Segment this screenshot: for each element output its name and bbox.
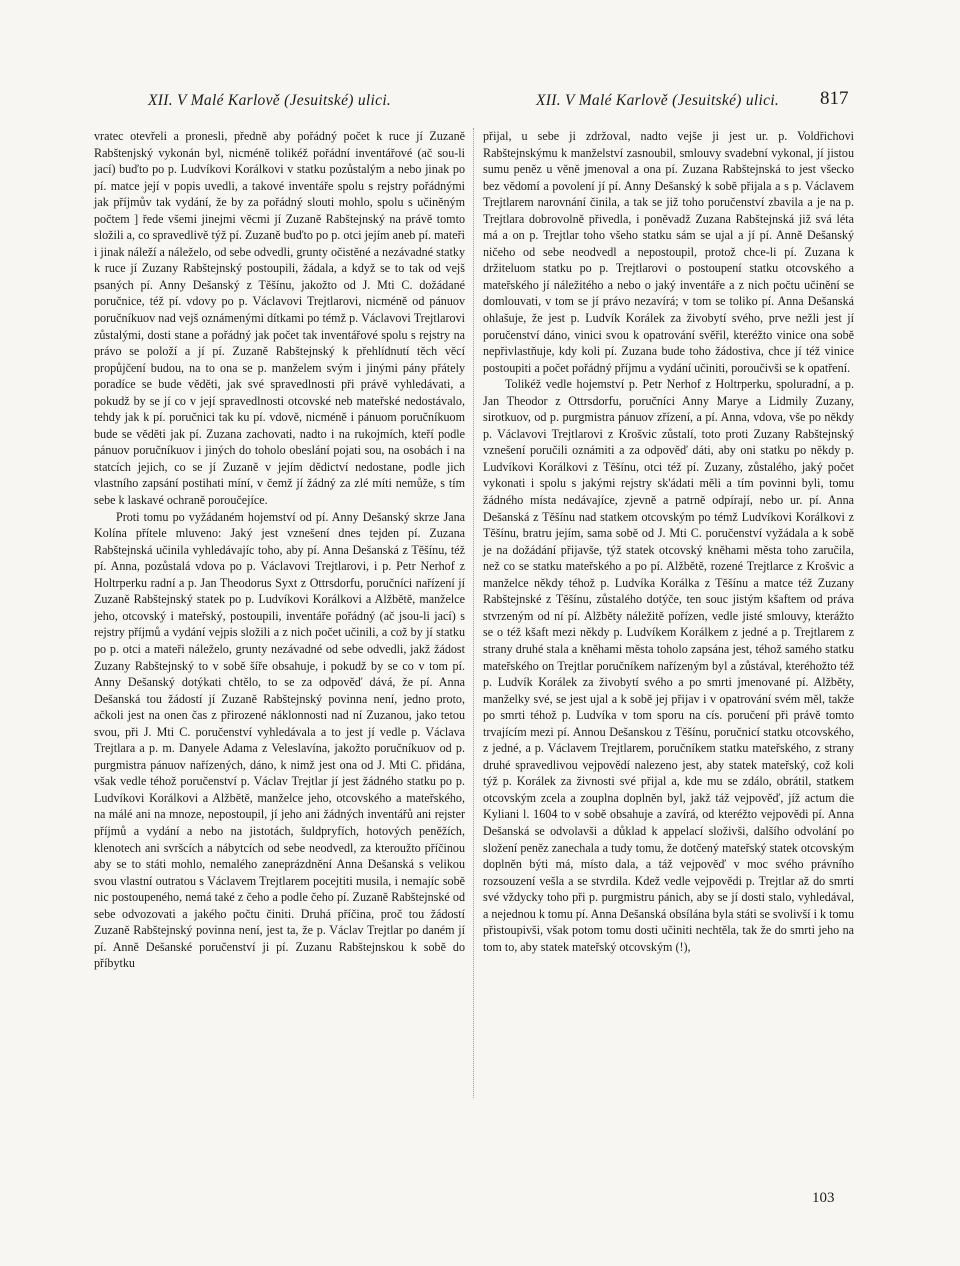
left-paragraph-2: Proti tomu po vyžádaném hojemství od pí. Anny Dešanský skrze Jana Kolína přítele mluveno: Jaký jest vznešení dnes tejden pí. Zuzana Rabštejnská učinila vyhledávajíc toho, aby pí. Anna Dešanská z Těšínu, též pí. Anna, pozůstalá vdova po p. Václavovi Trejtlarovi, i p. Petr Nerhof z Holtrperku radní a p. Jan Theodorus Syxt z Ottrsdorfu, poručníci nařízení jí Zuzaně Rabštejnský statek po p. Ludvíkovi Korálkovi a Alžbětě, manželce jeho, otcovský i mateřský, postoupili, inventáře pořádný (ač jsou-li jací) s rejstry příjmů a vydání vejpis složili a z nich počet učinili, a což by jí statku po p. otci a mateři náleželo, grunty nezávadné od sebe odvedli, jakž žádost Zuzany Rabštejnský to v sobě šíře obsahuje, i pokudž by se co v tom pí. Anny Dešanský dotýkati chtělo, to se za odpověď dává, že pí. Anna Dešanská tou žádostí jí Zuzaně Rabštejnský povinna není, jedno proto, ačkoli jest na onen čas z přirozené náklonnosti nad ní Zuzanou, jako tetou svou, při J. Mti C. poručenství vyhledávala a to jest jí vedle p. Václava Trejtlara a p. m. Danyele Adama z Veleslavína, jakožto poručníkuov od p. purgmistra pánuov nařízených, dáno, k nimž jest ona od J. Mti C. přidána, však vedle téhož poručenství p. Václav Trejtlar jí jest žádného statku po p. Ludvíkovi Korálkovi a Alžbětě, manželce jeho, otcovského a mateřského, na málé ani na mnoze, nepostoupil, jí jeho ani žádných inventářů ani rejster příjmů a vydání a nebo na jistotách, šuldpryfích, hotových peněžích, klenotech ani svršcích a nábytcích od sebe neodvedl, za kteroužto příčinou aby se to státi mohlo, nemalého zaneprázdnění Anna Dešanská s velikou svou vlastní outratou s Václavem Trejtlarem pocejtiti musila, i nemajíc sobě nic postoupeného, nemá také z čeho a podle čeho pí. Zuzaně Rabštejnské od sebe odvozovati a jakého počtu činiti. Druhá příčina, proč tou žádostí Zuzaně Rabštejnský povinna není, jest ta, že p. Václav Trejtlar po daném jí pí. Anně Dešanské poručenství ji pí. Zuzanu Rabštejnskou k sobě do příbytku xyxy=(94,509,465,971)
running-header-right: XII. V Malé Karlově (Jesuitské) ulici. xyxy=(536,92,780,109)
right-paragraph-1: přijal, u sebe ji zdržoval, nadto vejše ji jest ur. p. Voldřichovi Rabštejnskýmu k manželství zasnoubil, smlouvy svadební vykonal, jí jistou sumu peněz u věně jmenoval a ona pí. Zuzana Rabštejnská to jest všecko bez vědomí a povolení jí pí. Anny Dešanský k sobě přijala a s p. Václavem Trejtlarem narovnání činila, a tak se již toho poručenství zbavila a je na p. Trejtlara dobrovolně přivedla, i poněvadž Zuzana Rabštejnská již svá léta má a on p. Trejtlar toho všeho statku sám se ujal a jí pí. Anně Dešanský ničeho od sebe neodvedl a nepostoupil, protož chce-li pí. Zuzana k držiteluom statku po p. Trejtlarovi o postoupení statku otcovského a mateřského jí náležitého a nebo o jaký inventáře a z nich počtu učinění se domlouvati, v tom se jí právo nezavírá; v tom se toliko pí. Anna Dešanská ohlašuje, že jest p. Ludvík Korálek za živobytí svého, prve nežli jest jí poručenství dáno, vinici svou k opatrování svěřil, kteréžto vinice ona sobě nepřivlastňuje, kdy koli pí. Zuzana bude toho žádostiva, chce jí též vinice postoupiti a počet pořádný příjmu a vydání učiniti, poroučivši se k opatření. xyxy=(483,129,854,375)
right-paragraph-2: Tolikéž vedle hojemství p. Petr Nerhof z Holtrperku, spoluradní, a p. Jan Theodor z Ottrsdorfu, poručníci Anny Marye a Lidmily Zuzany, sirotkuov, od p. purgmistra pánuov zřízení, a pí. Anna, vdova, vše po někdy p. Václavovi Trejtlarovi z Krošvic zůstalí, toto proti Zuzany Rabštejnský vznešení poručili oznámiti a za odpověď dáti, aby oni statku po někdy p. Ludvíkovi Korálkovi z Těšínu, otci též pí. Zuzany, zůstalého, jaký počet vykonati i spolu s jakými rejstry sk'ádati měli a tím povinni byli, tomu žádného místa nedávajíce, zjevně a patrně odpírají, nebo ur. pí. Anna Dešanská z Těšínu nad statkem otcovským po témž Ludvíkovi Korálkovi z Těšínu, bratru jejím, sama sobě od J. Mti C. poručenství vyžádala a k sobě je na dožádání přijavše, týž statek otcovský kněhami města toho zaručila, než co se statku mateřského a po pí. Alžbětě, rozené Trejtlarce z Krošvic a manželce někdy téhož p. Ludvíka Korálka z Těšínu a matce též Zuzany Rabštejnské z Těšínu, zůstalého dotýče, ten souc jistým kšaftem od práva stvrzeným od ní pí. Alžběty náležitě pořízen, vedle jisté smlouvy, kterážto se o též kšaft mezi někdy p. Ludvíkem Korálkem z jedné a p. Trejtlarem z strany druhé stala a kněhami města toholo zapsána jest, téhož samého statku mateřského on Trejtlar poručníkem nařízeným byl a zůstával, kteréhožto též p. Ludvík Korálek za živobytí svého a po smrti jmenované pí. Alžběty, manželky své, se jest ujal a k sobě jej přijav i v opatrování svém měl, takže po smrti téhož p. Ludvíka v tom sporu na cís. poručení při právě tomto trvajícím mezi pí. Annou Dešanskou z Těšínu, poručnicí statku otcovského, z jedné, a p. Václavem Trejtlarem, poručníkem statku mateřského, z strany druhé spravedlivou vejpovědí nalezeno jest, aby statek mateřský, což koli týž p. Korálek za živnosti své přijal a, kde mu se zdálo, obrátil, statkem otcovským zcela a zouplna doplněn byl, jakž táž vejpověď, jíž actum die Kyliani l. 1604 to v sobě obsahuje a zavírá, od kteréžto vejpovědi pí. Anna Dešanská se odvolavši a důklad k appelací složivši, dalšího odvolání po složení peněz zanechala a tudy tomu, že dotčený mateřský statek otcovským doplněn býti má, místo dala, a táž vejpověď v moc svého právního rozsouzení vešla a se stvrdila. Kdež vedle vejpovědi p. Trejtlar až do smrti své vždycky toho při p. purgmistru pánich, aby se jí dosti stalo, vyhledával, a nejednou k tomu pí. Anna Dešanská obsílána byla státi se svolivší i k tomu přistoupivši, však potom tomu dosti učiniti nechtěla, tak že do smrti jeho na tom to, aby statek mateřský otcovským (!), xyxy=(483,377,854,954)
left-paragraph-1: vratec otevřeli a pronesli, předně aby pořádný počet k ruce jí Zuzaně Rabštenjský vykonán byl, nicméně tolikéž pořádní inventářové (ač sou-li jací) buďto po p. Ludvíkovi Korálkovi v statku pozůstalým a nebo jinak po pí. matce její v popis uvedli, a takové inventáře spolu s rejstry pořádnými jak příjmův tak vydání, že by za pořádný slouti mohlo, spolu s učiněným počtem ] řede všemi jinejmi věcmi jí Zuzaně Rabštejnský na právě tomto složili a, co spravedlivě týž pí. Zuzaně buďto po p. otci jejím aneb pí. mateři i jinak náleží a náleželo, od sebe odvedli, grunty očistěné a nezávadné statky k ruce jí Zuzany Rabštejnský postoupili, žádala, a když se to tak od vejš psaných pí. Anny Dešanský z Těšínu, jakožto od J. Mti C. dožádané poručnice, též pí. vdovy po p. Václavovi Trejtlarovi, nicméně od pánuov poručníkuov nad vejš oznámenými dítkami po témž p. Václavovi Trejtlarovi zůstalými, dosti stane a pořádný jak počet tak inventářové spolu s rejstry na právo se položí a jí pí. Zuzaně Rabštejnský k přehlídnutí těch věcí propůjčení budou, na to ona se p. manželem svým i jinými pány přátely poradíce se bude věděti, jak své spravedlnosti při právě vyhledávati, a pokudž by se jí co v její spravedlnosti otcovské neb mateřské nedostávalo, tehdy jak k pí. poručnici tak ku pí. vdově, nicméně i pánuom poručníkuom bude se věděti jak pí. Zuzana zachovati, nadto i na rukojmích, kteří podle pánuov poručníkuov i jiných do toholo obeslání pojati sou, na osobách i na statcích jejich, co se jí Zuzaně v jejím dědictví nedostane, podle jich vlastního zapsání postihati míní, v čemž jí žádný za zlé míti nemůže, s tím sebe k laskavé ochraně poroučejíce. xyxy=(94,129,465,508)
page-number: 817 xyxy=(820,88,849,109)
printer-signature: 103 xyxy=(812,1190,835,1206)
running-header-left: XII. V Malé Karlově (Jesuitské) ulici. xyxy=(148,92,392,109)
right-column xyxy=(483,128,854,955)
left-column xyxy=(94,128,465,972)
column-divider xyxy=(473,128,474,1098)
